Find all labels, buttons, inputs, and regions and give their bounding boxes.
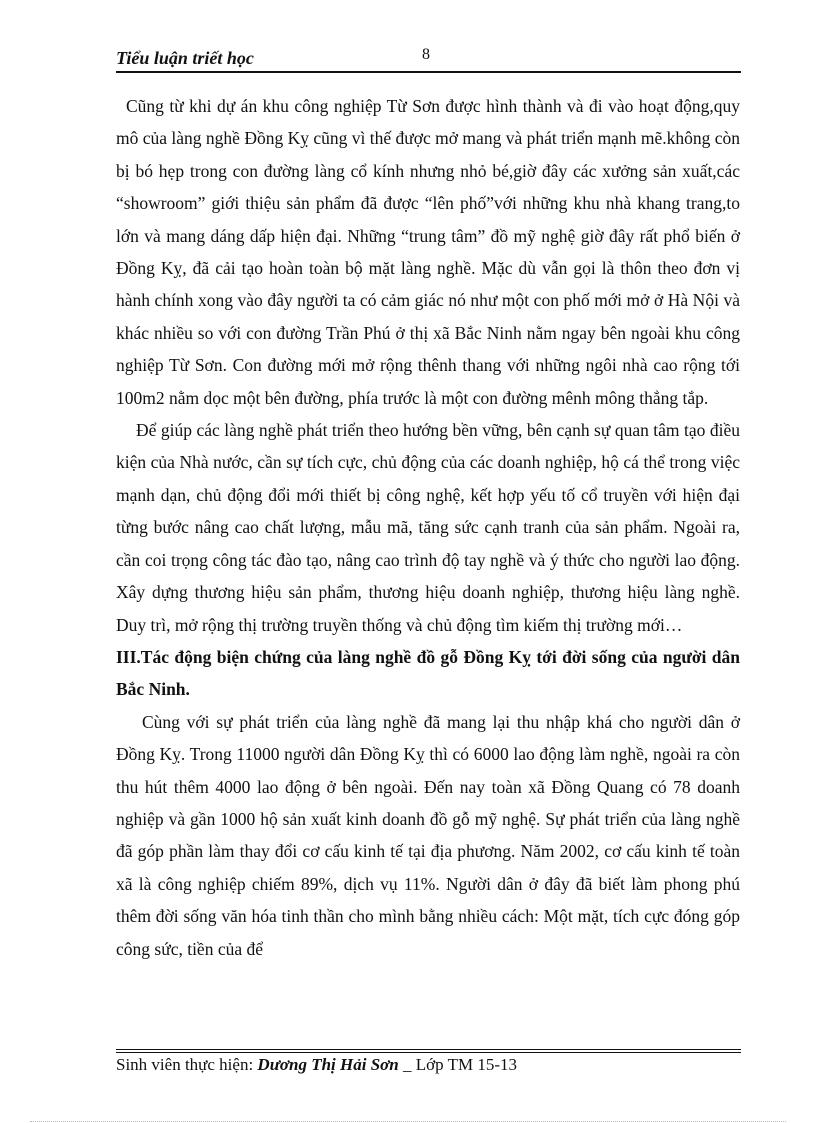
paragraph-1: Cũng từ khi dự án khu công nghiệp Từ Sơn được hình thành và đi vào hoạt động,quy mô của làng nghề Đồng Kỵ cũng vì thế được mở mang và phát triển mạnh mẽ.không còn bị bó hẹp trong con đường làng cổ kính nhưng nhỏ bé,giờ đây các xưởng sản xuất,các “showroom” giới thiệu sản phẩm đã được “lên phố”với những khu nhà khang trang,to lớn và mang dáng dấp hiện đại. Những “trung tâm” đồ mỹ nghệ giờ đây rất phổ biến ở Đồng Kỵ, đã cải tạo hoàn toàn bộ mặt làng nghề. Mặc dù vẫn gọi là thôn theo đơn vị hành chính xong vào đây người ta có cảm giác nó như một con phố mới mở ở Hà Nội và khác nhiều so với con đường Trần Phú ở thị xã Bắc Ninh nằm ngay bên ngoài khu công nghiệp Từ Sơn. Con đường mới mở rộng thênh thang với những ngôi nhà cao rộng tới 100m2 nằm dọc một bên đường, phía trước là một con đường mênh mông thẳng tắp. xyxy=(116,96,740,408)
document-body xyxy=(116,90,740,965)
page-header xyxy=(116,48,741,70)
page-edge-dots xyxy=(30,1121,786,1122)
class-info: _ Lớp TM 15-13 xyxy=(403,1055,517,1074)
footer-label: Sinh viên thực hiện: xyxy=(116,1055,254,1074)
page-footer xyxy=(116,1055,517,1075)
section-heading: III.Tác động biện chứng của làng nghề đồ gỗ Đồng Kỵ tới đời sống của người dân Bắc Ninh. xyxy=(116,646,740,700)
paragraph-2: Để giúp các làng nghề phát triển theo hướng bền vững, bên cạnh sự quan tâm tạo điều kiện của Nhà nước, cần sự tích cực, chủ động của các doanh nghiệp, hộ cá thể trong việc mạnh dạn, chủ động đổi mới thiết bị công nghệ, kết hợp yếu tố cổ truyền với hiện đại từng bước nâng cao chất lượng, mẫu mã, tăng sức cạnh tranh của sản phẩm. Ngoài ra, cần coi trọng công tác đào tạo, nâng cao trình độ tay nghề và ý thức cho người lao động. Xây dựng thương hiệu sản phẩm, thương hiệu doanh nghiệp, thương hiệu làng nghề. Duy trì, mở rộng thị trường truyền thống và chủ động tìm kiếm thị trường mới… xyxy=(116,420,740,635)
page-number: 8 xyxy=(422,46,430,63)
student-name: Dương Thị Hải Sơn xyxy=(257,1055,399,1074)
footer-rule xyxy=(116,1049,741,1053)
paragraph-3: Cùng với sự phát triển của làng nghề đã mang lại thu nhập khá cho người dân ở Đồng Kỵ. Trong 11000 người dân Đồng Kỵ thì có 6000 lao động làm nghề, ngoài ra còn thu hút thêm 4000 lao động ở bên ngoài. Đến nay toàn xã Đồng Quang có 78 doanh nghiệp và gần 1000 hộ sản xuất kinh doanh đồ gỗ mỹ nghệ. Sự phát triển của làng nghề đã góp phần làm thay đổi cơ cấu kinh tế tại địa phương. Năm 2002, cơ cấu kinh tế toàn xã là công nghiệp chiếm 89%, dịch vụ 11%. Người dân ở đây đã biết làm phong phú thêm đời sống văn hóa tinh thần cho mình bằng nhiều cách: Một mặt, tích cực đóng góp công sức, tiền của để xyxy=(116,711,740,959)
header-title: Tiểu luận triết học xyxy=(116,48,254,68)
header-rule xyxy=(116,71,741,73)
